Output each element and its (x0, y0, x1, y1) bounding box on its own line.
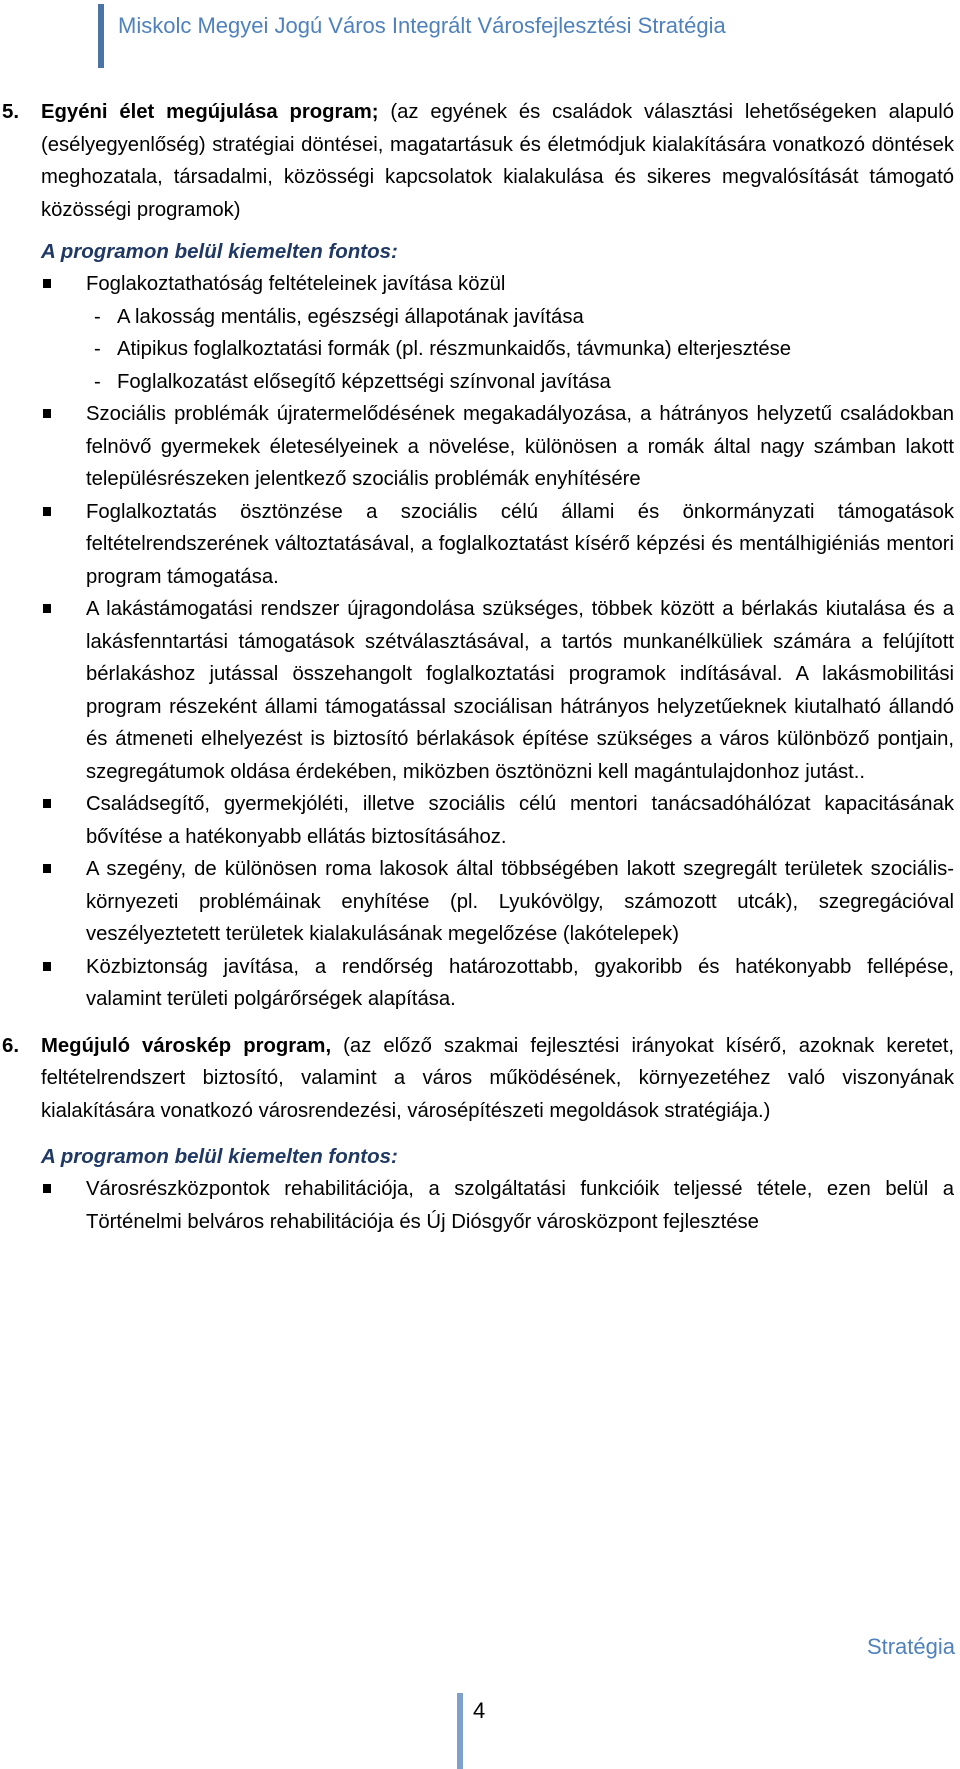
program-5-description: (az egyének és családok választási lehetőségeken alapuló (esélyegyenlőség) stratégiai döntései, magatartásuk és életmódjuk kialakítására vonatkozó döntések meghozatala, társadalmi, közösségi kapcsolatok kialakulása és sikeres megvalósítását támogató közösségi programok) (41, 101, 954, 221)
dash-mark: - (94, 338, 101, 360)
dash-text: Foglalkozatást elősegítő képzettségi színvonal javítása (117, 370, 611, 393)
bullet-square (43, 799, 51, 808)
bullet-text: A lakástámogatási rendszer újragondolása szükséges, többek között a bérlakás kiutalása és a lakásfenntartási támogatások szétválasztásával, a tartós munkanélküliek számára a felújított bérlakáshoz jutással összehangolt foglalkoztatási programok indításával. A lakásmobilitási program részeként állami támogatással szociálisan hátrányos helyzetűeknek kiutalható állandó és átmeneti elhelyezést is biztosító bérlakások építése szükséges a város különböző pontjain, szegregátumok oldása érdekében, miközben ösztönözni kell magántulajdonhoz jutást.. (86, 598, 954, 783)
bullet-item (86, 951, 954, 1016)
footer-label: Stratégia (866, 1634, 955, 1659)
dash-item (94, 301, 954, 334)
bullet-item (86, 853, 954, 951)
dash-text: A lakosság mentális, egészségi állapotának javítása (117, 305, 584, 328)
bullet-item (86, 268, 954, 301)
bullet-text: Családsegítő, gyermekjóléti, illetve szociális célú mentori tanácsadóhálózat kapacitásának bővítése a hatékonyabb ellátás biztosításához. (86, 793, 954, 848)
program-6-number: 6. (2, 1033, 20, 1057)
header-accent-bar (98, 4, 104, 68)
bullet-text: Közbiztonság javítása, a rendőrség határozottabb, gyakoribb és hatékonyabb fellépése, valamint területi polgárőrségek alapítása. (86, 955, 954, 1010)
bullet-text: Foglakoztathatóság feltételeinek javítása közül (86, 273, 506, 295)
bullet-square (43, 864, 51, 873)
page-number: 4 (473, 1698, 486, 1723)
bullet-item (86, 788, 954, 853)
document-body (0, 96, 960, 1238)
bullet-item (86, 398, 954, 496)
program-6-description: (az előző szakmai fejlesztési irányokat kísérő, azoknak keretet, feltételrendszert biztosító, valamint a város működésének, környezetéhez való viszonyának kialakítására vonatkozó városrendezési, városépítészeti megoldások stratégiája.) (41, 1034, 955, 1122)
dash-item (94, 366, 954, 399)
bullet-text: A szegény, de különösen roma lakosok által többségében lakott szegregált területek szociális-környezeti problémáinak enyhítése (pl. Lyukóvölgy, számozott utcák), szegregációval veszélyeztetett területek kialakulásának megelőzése (lakótelepek) (86, 858, 954, 945)
bullet-text: Foglalkoztatás ösztönzése a szociális célú állami és önkormányzati támogatások feltételrendszerének változtatásával, a foglalkoztatást kísérő képzési és mentálhigiéniás mentori program támogatása. (86, 500, 954, 588)
bullet-square (43, 1184, 51, 1193)
dash-text: Atipikus foglalkoztatási formák (pl. részmunkaidős, távmunka) elterjesztése (117, 338, 792, 360)
bullet-item (86, 496, 954, 594)
bullet-item (86, 593, 954, 788)
bullet-square (43, 507, 51, 516)
program-5-subheading: A programon belül kiemelten fontos: (41, 240, 398, 263)
bullet-square (43, 409, 51, 418)
program-5-intro (2, 96, 954, 226)
footer-accent-bar (457, 1693, 463, 1769)
bullet-text: Szociális problémák újratermelődésének megakadályozása, a hátrányos helyzetű családokban felnövő gyermekek életesélyeinek a növelése, különösen a romák által nagy számban lakott településrészeken jelentkező szociális problémák enyhítésére (86, 403, 954, 490)
bullet-square (43, 604, 51, 613)
dash-item (94, 333, 954, 366)
program-5-number: 5. (2, 100, 20, 123)
bullet-item (86, 1173, 954, 1238)
bullet-square (43, 962, 51, 971)
bullet-square (43, 279, 51, 288)
bullet-text: Városrészközpontok rehabilitációja, a szolgáltatási funkcióik teljessé tétele, ezen belül a Történelmi belváros rehabilitációja és Új Diósgyőr városközpont fejlesztése (86, 1178, 954, 1233)
header-title: Miskolc Megyei Jogú Város Integrált Városfejlesztési Stratégia (118, 13, 726, 38)
program-5-title: Egyéni élet megújulása program; (41, 101, 379, 123)
program-6-intro (2, 1030, 955, 1128)
dash-mark: - (94, 370, 101, 393)
program-6-title: Megújuló városkép program, (41, 1034, 332, 1057)
dash-mark: - (94, 305, 101, 328)
program-6-subheading: A programon belül kiemelten fontos: (41, 1145, 398, 1168)
